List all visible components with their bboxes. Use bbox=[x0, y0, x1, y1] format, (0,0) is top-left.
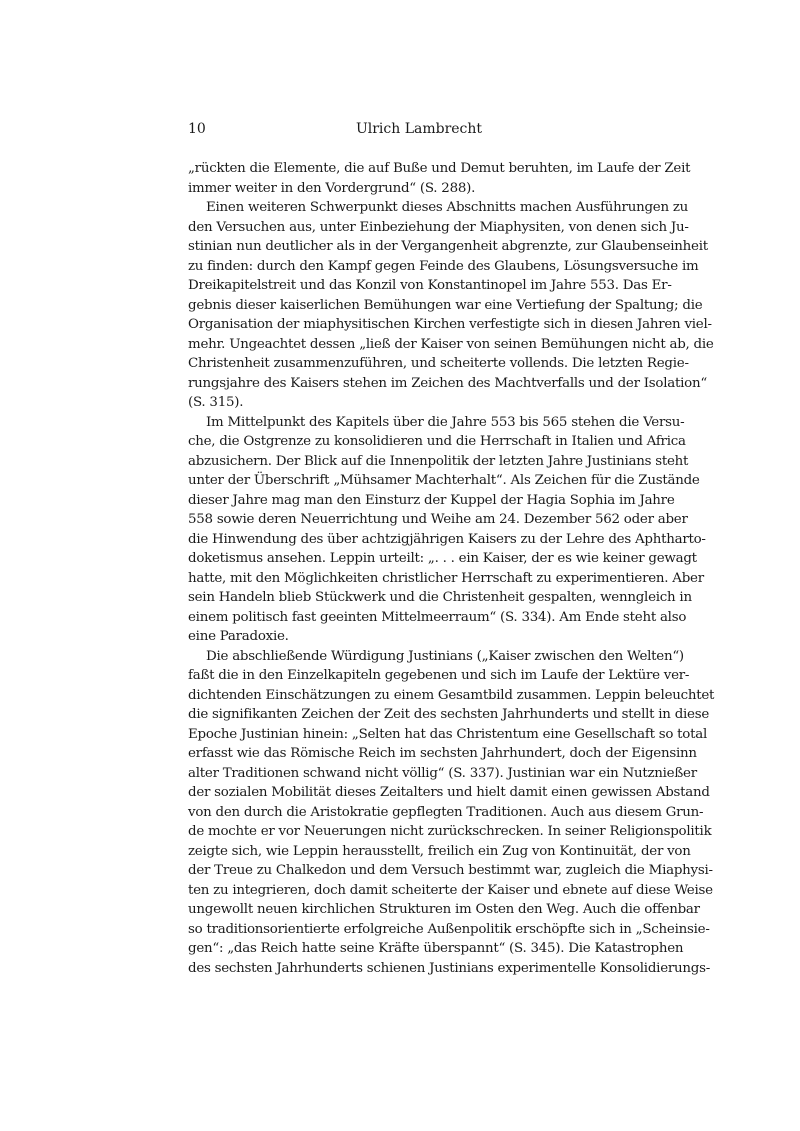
text-line: rungsjahre des Kaisers stehen im Zeichen des Machtverfalls und der Isolation“ bbox=[188, 375, 707, 391]
text-line: ungewollt neuen kirchlichen Strukturen im Osten den Weg. Auch die offenbar bbox=[188, 902, 700, 917]
text-line: Organisation der miaphysitischen Kirchen verfestigte sich in diesen Jahren viel- bbox=[188, 317, 712, 332]
text-line: hatte, mit den Möglichkeiten christlicher Herrschaft zu experimentieren. Aber bbox=[188, 570, 704, 586]
text-line: sein Handeln blieb Stückwerk und die Christenheit gespalten, wenngleich in bbox=[188, 590, 692, 605]
text-line: ten zu integrieren, doch damit scheiterte der Kaiser und ebnete auf diese Weise bbox=[188, 882, 713, 898]
text-line: Die abschließende Würdigung Justinians („Kaiser zwischen den Welten“) bbox=[206, 648, 684, 664]
text-line: alter Traditionen schwand nicht völlig“ (S. 337). Justinian war ein Nutznießer bbox=[188, 765, 697, 781]
text-line: Christenheit zusammenzuführen, und scheiterte vollends. Die letzten Regie- bbox=[188, 356, 689, 371]
text-line: dichtenden Einschätzungen zu einem Gesamtbild zusammen. Leppin beleuchtet bbox=[188, 687, 715, 703]
running-title: Ulrich Lambrecht bbox=[355, 121, 483, 137]
page-number: 10 bbox=[188, 121, 206, 137]
text-line: mehr. Ungeachtet dessen „ließ der Kaiser von seinen Bemühungen nicht ab, die bbox=[188, 336, 714, 352]
text-line: unter der Überschrift „Mühsamer Machterhalt“. Als Zeichen für die Zustände bbox=[188, 473, 700, 488]
body-text bbox=[188, 159, 715, 978]
text-line: des sechsten Jahrhunderts schienen Justinians experimentelle Konsolidierungs- bbox=[188, 960, 710, 976]
text-line: 558 sowie deren Neuerrichtung und Weihe am 24. Dezember 562 oder aber bbox=[188, 512, 688, 527]
text-line: so traditionsorientierte erfolgreiche Außenpolitik erschöpfte sich in „Scheinsie- bbox=[188, 921, 710, 937]
text-line: Epoche Justinian hinein: „Selten hat das Christentum eine Gesellschaft so total bbox=[188, 726, 707, 742]
text-line: erfasst wie das Römische Reich im sechsten Jahrhundert, doch der Eigensinn bbox=[188, 746, 697, 761]
text-line: gen“: „das Reich hatte seine Kräfte überspannt“ (S. 345). Die Katastrophen bbox=[188, 941, 684, 956]
text-line: eine Paradoxie. bbox=[188, 629, 289, 644]
text-line: der sozialen Mobilität dieses Zeitalters und hielt damit einen gewissen Abstand bbox=[188, 785, 710, 800]
text-line: doketismus ansehen. Leppin urteilt: „. . . ein Kaiser, der es wie keiner gewagt bbox=[188, 551, 697, 566]
text-line: zu finden: durch den Kampf gegen Feinde des Glaubens, Lösungsversuche im bbox=[188, 258, 699, 274]
text-line: einem politisch fast geeinten Mittelmeerraum“ (S. 334). Am Ende steht also bbox=[188, 609, 687, 625]
text-line: Im Mittelpunkt des Kapitels über die Jahre 553 bis 565 stehen die Versu- bbox=[206, 414, 685, 430]
text-line: den Versuchen aus, unter Einbeziehung der Miaphysiten, von denen sich Ju- bbox=[188, 219, 689, 235]
text-line: che, die Ostgrenze zu konsolidieren und die Herrschaft in Italien und Africa bbox=[188, 434, 686, 449]
text-line: der Treue zu Chalkedon und dem Versuch bestimmt war, zugleich die Miaphysi- bbox=[188, 863, 713, 878]
text-line: gebnis dieser kaiserlichen Bemühungen war eine Vertiefung der Spaltung; die bbox=[188, 297, 703, 313]
text-line: die Hinwendung des über achtzigjährigen Kaisers zu der Lehre des Aphtharto- bbox=[188, 531, 706, 547]
text-line: die signifikanten Zeichen der Zeit des sechsten Jahrhunderts und stellt in diese bbox=[188, 707, 710, 722]
text-line: zeigte sich, wie Leppin herausstellt, freilich ein Zug von Kontinuität, der von bbox=[188, 843, 691, 859]
text-line: abzusichern. Der Blick auf die Innenpolitik der letzten Jahre Justinians steht bbox=[188, 453, 689, 469]
text-line: immer weiter in den Vordergrund“ (S. 288). bbox=[188, 180, 476, 196]
text-line: stinian nun deutlicher als in der Vergangenheit abgrenzte, zur Glaubenseinheit bbox=[188, 239, 708, 254]
text-line: de mochte er vor Neuerungen nicht zurückschrecken. In seiner Religionspolitik bbox=[188, 824, 712, 839]
text-line: Dreikapitelstreit und das Konzil von Konstantinopel im Jahre 553. Das Er- bbox=[188, 278, 672, 293]
text-line: Einen weiteren Schwerpunkt dieses Abschnitts machen Ausführungen zu bbox=[206, 200, 688, 215]
text-line: faßt die in den Einzelkapiteln gegebenen und sich im Laufe der Lektüre ver- bbox=[188, 668, 690, 683]
running-head bbox=[188, 119, 650, 139]
text-line: von den durch die Aristokratie gepflegten Traditionen. Auch aus diesem Grun- bbox=[188, 804, 704, 820]
text-line: dieser Jahre mag man den Einsturz der Kuppel der Hagia Sophia im Jahre bbox=[188, 492, 675, 508]
text-line: (S. 315). bbox=[188, 395, 244, 410]
text-line: „rückten die Elemente, die auf Buße und Demut beruhten, im Laufe der Zeit bbox=[188, 161, 691, 176]
